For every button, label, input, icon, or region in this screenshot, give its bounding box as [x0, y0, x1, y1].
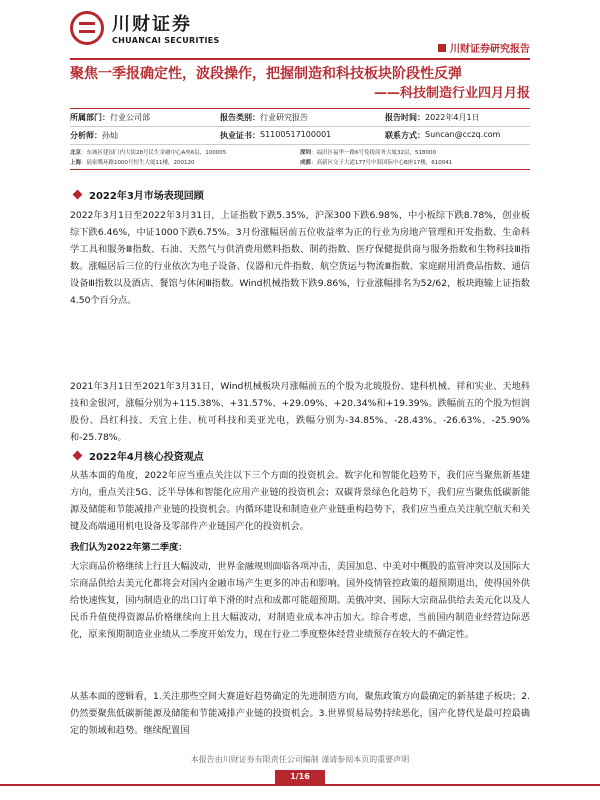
report-title: [70, 64, 530, 104]
header-divider: [70, 58, 530, 60]
page-number: 1/16: [275, 770, 325, 784]
analyst-value: 孙灿: [102, 131, 118, 140]
logo-en-text: CHUANCAI SECURITIES: [112, 36, 220, 45]
paragraph-market-review-1: 2022年3月1日至2022年3月31日，上证指数下跌5.35%，沪深300下跌6.98%，中小板综下跌8.78%，创业板综下跌6.46%，中证1000下跌6.75%。3月份涨幅居前五位收益率为正的行业为房地产管理和开发指数、生命科学工具和服务Ⅲ指数、石油、天然气与供消费用燃料指数、制药指数、医疗保健提供商与服务指数和生物科技Ⅲ指数。涨幅居后三位的行业依次为电子设备、仪器和元件指数、航空货运与物流Ⅲ指数、家庭耐用消费品指数、通信设备Ⅲ指数以及酒店、餐馆与休闲Ⅲ指数。Wind机械指数下跌9.86%，行业涨幅排名为52/62，板块跑输上证指数4.50个百分点。: [70, 210, 530, 306]
paragraph-q2-lead: 我们认为2022年第二季度：: [70, 542, 188, 553]
company-logo: [70, 10, 220, 45]
logo-mark-icon: [70, 11, 104, 45]
license-value: S1100517100001: [260, 130, 332, 139]
diamond-bullet-icon: [73, 451, 83, 461]
square-icon: [438, 44, 446, 52]
footer-disclaimer: 本报告由川财证券有限责任公司编制 谨请参阅本页的重要声明: [190, 755, 410, 764]
dept-value: 行业公司部: [110, 113, 150, 122]
meta-row-2: 分析师： 孙灿 执业证书： S1100517100001 联系方式： Suncan@cczq.com: [70, 127, 530, 145]
paragraph-q2-outlook: 大宗商品价格继续上行且大幅波动，世界金融规则面临各项冲击，美国加息、中美对中概股的监管冲突以及国际大宗商品供给去美元化都将会对国内金融市场产生更多的冲击和影响。国外疫情管控政策的超预期退出，使得国外供给快速恢复，国内制造业的出口订单下滑的时点和成都可能超预期。美俄冲突、国际大宗商品供给去美元化以及人民币升值使得资源品价格继续向上且大幅波动，对制造业成本冲击加大。综合考虑，当前国内制造业经营边际恶化，原来预期制造业业绩从二季度开始发力，现在行业二季度整体经营业绩预存在较大的不确定性。: [70, 561, 530, 640]
report-type-label: 川财证券研究报告: [438, 40, 530, 55]
section-heading-investment-view: 2022年4月核心投资观点: [70, 448, 204, 463]
report-meta: [70, 108, 530, 170]
section-heading-market-review: 2022年3月市场表现回顾: [70, 187, 204, 202]
paragraph-market-review-2: 2021年3月1日至2021年3月31日，Wind机械板块月涨幅前五的个股为北玻股份、建科机械、祥和实业、天地科技和金银河，涨幅分别为+115.38%、+31.57%、+29.09%、+20.34%和+19.39%。跌幅前五的个股为恒润股份、昌红科技、天宜上佳、杭可科技和美亚光电，跌幅分别为-34.85%、-28.43%、-26.63%、-25.90%和-25.78%。: [70, 381, 530, 443]
footer-divider: [0, 784, 600, 786]
category-value: 行业研究报告: [260, 113, 308, 122]
logo-cn-text: 川财证券: [112, 14, 192, 35]
diamond-bullet-icon: [73, 190, 83, 200]
paragraph-investment-1: 从基本面的角度，2022年应当重点关注以下三个方面的投资机会。数字化和智能化趋势下，我们应当聚焦新基建方向，重点关注5G、泛半导体和智能化应用产业链的投资机会；双碳背景绿色化趋势下，我们应当聚焦低碳新能源及储能和节能减排产业链的投资机会。内循环建设和制造业产业链重构趋势下，我们应当重点关注航空航天和关键及高端通用机电设备及零部件产业链国产化的投资机会。: [70, 470, 530, 532]
title-main: 聚焦一季报确定性，波段操作，把握制造和科技板块阶段性反弹: [70, 66, 462, 82]
title-sub: ——科技制造行业四月月报: [373, 86, 530, 101]
office-addresses: 北京：东城区建国门内大街28号民生金融中心A座6层，100005 深圳：福田区福华一路6号免税商务大厦32层，518000 上海：陆家嘴环路1000号恒生大厦11楼，200120 成都：高新区交子大道177号中海国际中心B座17楼，610041: [70, 145, 530, 170]
meta-row-1: 所属部门： 行业公司部 报告类别： 行业研究报告 报告时间： 2022年4月1日: [70, 109, 530, 127]
paragraph-logic: 从基本面的逻辑看，1.关注那些空间大赛道好趋势确定的先进制造方向，聚焦政策方向最确定的新基建子板块；2. 仍然要聚焦低碳新能源及储能和节能减排产业链的投资机会。3.世界贸易局势持续恶化，国产化替代是最可控最确定的领域和趋势。继续配置国: [70, 691, 530, 736]
contact-email[interactable]: Suncan@cczq.com: [425, 130, 501, 139]
page-header: [0, 0, 600, 62]
date-value: 2022年4月1日: [425, 113, 480, 122]
